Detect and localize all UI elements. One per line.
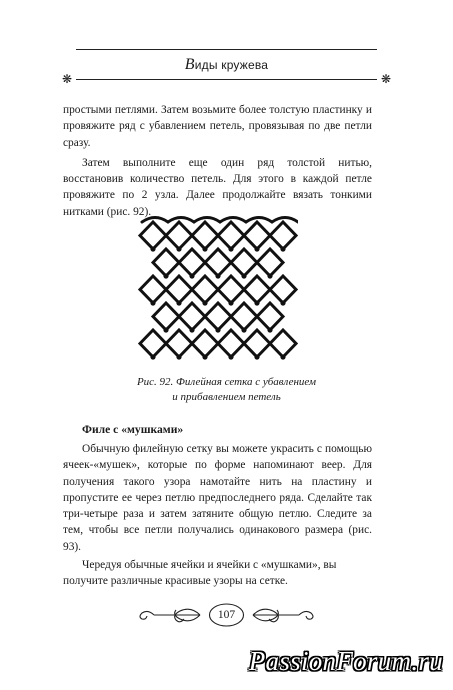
net-knot (176, 246, 181, 251)
net-knot (176, 300, 181, 305)
net-knot (280, 246, 285, 251)
net-top-loop (142, 218, 168, 223)
paragraph-4: Чередуя обычные ячейки и ячейки с «мушками», вы получите различные красивые узоры на сетке. (63, 559, 337, 588)
net-knot (228, 300, 233, 305)
net-mesh-9 (231, 249, 257, 276)
net-knot (150, 246, 155, 251)
watermark: PassionForum.ru (248, 646, 443, 676)
net-knot (241, 273, 246, 278)
net-mesh-20 (231, 303, 257, 330)
net-knot (215, 327, 220, 332)
paragraph-1: простыми петлями. Затем возьмите более толстую пластинку и провяжите ряд с убавлением петель, провязывая по две петли сразу. (63, 104, 372, 149)
net-mesh-24 (192, 330, 218, 357)
ornament-left-icon: ❋ (62, 72, 73, 86)
netting-figure (138, 214, 298, 364)
net-mesh-17 (153, 303, 179, 330)
net-mesh-23 (166, 330, 192, 357)
net-knot (176, 354, 181, 359)
net-knot (163, 273, 168, 278)
net-mesh-7 (179, 249, 205, 276)
net-knot (150, 300, 155, 305)
net-knot (189, 273, 194, 278)
net-knot (254, 246, 259, 251)
net-knot (241, 327, 246, 332)
net-mesh-6 (153, 249, 179, 276)
net-mesh-5 (270, 222, 296, 249)
net-mesh-26 (244, 330, 270, 357)
net-knot (267, 273, 272, 278)
header-rule-top (76, 49, 377, 50)
net-top-loop (168, 218, 194, 223)
net-knot (280, 300, 285, 305)
paragraph-3: Обычную филейную сетку вы можете украсить с помощью ячеек-«мушек», которые по форме напоминают веер. Для получения такого узора намотайте нить на пластину и пропустите ее через петлю предпоследнего ряда. Сделайте так три-четыре раза и затем затяните общую петлю. Следите за тем, чтобы все петли получались одинакового размера (рис. 93). (63, 443, 372, 553)
net-top-loop (246, 218, 272, 223)
net-knot (163, 327, 168, 332)
figure-caption-line1: Рис. 92. Филейная сетка с убавлением (136, 376, 317, 388)
net-knot (254, 300, 259, 305)
net-mesh-16 (270, 276, 296, 303)
paragraph-2: Затем выполните еще один ряд толстой нитью, восстановив количество петель. Для этого в каждой петле провяжите по 2 узла. Далее продолжайте вязать тонкими нитками (рис. 92). (63, 156, 372, 218)
net-mesh-14 (218, 276, 244, 303)
net-mesh-3 (218, 222, 244, 249)
net-mesh-15 (244, 276, 270, 303)
net-knot (202, 300, 207, 305)
net-mesh-13 (192, 276, 218, 303)
figure-caption (0, 375, 453, 405)
net-knot (202, 354, 207, 359)
net-mesh-27 (270, 330, 296, 357)
running-header-rest: иды кружева (194, 58, 269, 72)
net-mesh-8 (205, 249, 231, 276)
net-mesh-21 (257, 303, 283, 330)
page-number: 107 (217, 609, 236, 621)
net-mesh-25 (218, 330, 244, 357)
ornament-right-icon: ❋ (380, 72, 391, 86)
running-header-initial: В (184, 56, 195, 73)
net-mesh-12 (166, 276, 192, 303)
net-knot (228, 246, 233, 251)
net-knot (202, 246, 207, 251)
net-mesh-11 (140, 276, 166, 303)
net-knot (215, 273, 220, 278)
figure-caption-line2: и прибавлением петель (172, 391, 281, 403)
net-knot (228, 354, 233, 359)
net-mesh-19 (205, 303, 231, 330)
net-top-loop (272, 218, 298, 223)
section-heading: Филе с «мушками» (82, 423, 184, 436)
net-mesh-10 (257, 249, 283, 276)
net-mesh-18 (179, 303, 205, 330)
net-knot (280, 354, 285, 359)
net-top-loop (194, 218, 220, 223)
net-knot (189, 327, 194, 332)
body-text-bottom (63, 441, 372, 590)
net-knot (267, 327, 272, 332)
body-text-top (63, 102, 372, 220)
net-mesh-0 (140, 222, 166, 249)
net-mesh-22 (140, 330, 166, 357)
header-rule-bottom (76, 79, 377, 80)
net-mesh-4 (244, 222, 270, 249)
net-knot (150, 354, 155, 359)
net-mesh-1 (166, 222, 192, 249)
net-knot (254, 354, 259, 359)
net-mesh-2 (192, 222, 218, 249)
net-top-loop (220, 218, 246, 223)
